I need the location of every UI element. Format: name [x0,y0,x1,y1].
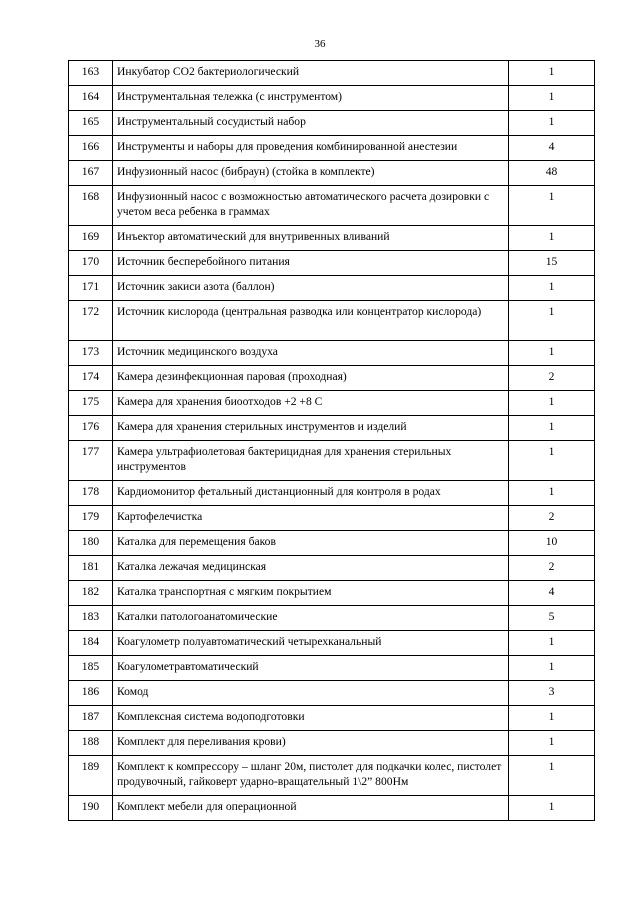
table-row [69,391,595,416]
item-name: Каталки патологоанатомические [113,606,509,631]
item-name: Камера для хранения биоотходов +2 +8 С [113,391,509,416]
row-number: 169 [69,226,113,251]
item-quantity: 1 [509,656,595,681]
item-name: Камера для хранения стерильных инструментов и изделий [113,416,509,441]
table-row [69,251,595,276]
item-quantity: 1 [509,796,595,821]
row-number: 164 [69,86,113,111]
table-row [69,226,595,251]
item-quantity: 48 [509,161,595,186]
row-number: 186 [69,681,113,706]
item-name: Инъектор автоматический для внутривенных вливаний [113,226,509,251]
item-quantity: 1 [509,756,595,796]
table-row [69,301,595,341]
item-quantity: 1 [509,481,595,506]
item-quantity: 4 [509,136,595,161]
table-row [69,341,595,366]
table-row [69,111,595,136]
item-name: Камера дезинфекционная паровая (проходная) [113,366,509,391]
item-name: Источник бесперебойного питания [113,251,509,276]
item-quantity: 1 [509,341,595,366]
row-number: 184 [69,631,113,656]
row-number: 182 [69,581,113,606]
table-row [69,276,595,301]
row-number: 163 [69,61,113,86]
table-row [69,531,595,556]
item-quantity: 3 [509,681,595,706]
item-quantity: 1 [509,86,595,111]
item-quantity: 1 [509,416,595,441]
item-quantity: 1 [509,731,595,756]
item-quantity: 1 [509,631,595,656]
item-quantity: 2 [509,366,595,391]
equipment-table-body [69,61,595,821]
table-row [69,61,595,86]
item-quantity: 10 [509,531,595,556]
item-name: Комплект мебели для операционной [113,796,509,821]
item-name: Каталка для перемещения баков [113,531,509,556]
item-name: Картофелечистка [113,506,509,531]
item-name: Каталка лежачая медицинская [113,556,509,581]
row-number: 171 [69,276,113,301]
row-number: 190 [69,796,113,821]
item-name: Инструментальный сосудистый набор [113,111,509,136]
item-name: Комплект для переливания крови) [113,731,509,756]
row-number: 173 [69,341,113,366]
row-number: 183 [69,606,113,631]
item-quantity: 1 [509,226,595,251]
table-row [69,796,595,821]
item-name: Инструменты и наборы для проведения комбинированной анестезии [113,136,509,161]
item-name: Каталка транспортная с мягким покрытием [113,581,509,606]
row-number: 166 [69,136,113,161]
item-name: Комод [113,681,509,706]
item-quantity: 1 [509,441,595,481]
table-row [69,606,595,631]
row-number: 165 [69,111,113,136]
row-number: 174 [69,366,113,391]
item-name: Источник кислорода (центральная разводка или концентратор кислорода) [113,301,509,341]
item-name: Коагулометравтоматический [113,656,509,681]
item-name: Источник закиси азота (баллон) [113,276,509,301]
item-name: Инструментальная тележка (с инструментом) [113,86,509,111]
table-row [69,681,595,706]
item-name: Комплексная система водоподготовки [113,706,509,731]
item-name: Комплект к компрессору – шланг 20м, пистолет для подкачки колес, пистолет продувочный, гайковерт ударно-вращательный 1\2” 800Нм [113,756,509,796]
item-quantity: 1 [509,706,595,731]
item-name: Инкубатор СО2 бактериологический [113,61,509,86]
table-row [69,186,595,226]
page-number: 36 [314,38,326,50]
item-name: Инфузионный насос (бибраун) (стойка в комплекте) [113,161,509,186]
table-row [69,481,595,506]
item-quantity: 1 [509,391,595,416]
table-row [69,416,595,441]
row-number: 177 [69,441,113,481]
row-number: 180 [69,531,113,556]
row-number: 185 [69,656,113,681]
table-row [69,631,595,656]
item-quantity: 1 [509,276,595,301]
item-quantity: 5 [509,606,595,631]
table-row [69,756,595,796]
item-quantity: 2 [509,556,595,581]
item-quantity: 1 [509,186,595,226]
table-row [69,161,595,186]
item-name: Инфузионный насос с возможностью автоматического расчета дозировки с учетом веса ребенка в граммах [113,186,509,226]
row-number: 189 [69,756,113,796]
item-quantity: 4 [509,581,595,606]
item-name: Кардиомонитор фетальный дистанционный для контроля в родах [113,481,509,506]
row-number: 179 [69,506,113,531]
item-quantity: 1 [509,61,595,86]
item-name: Камера ультрафиолетовая бактерицидная для хранения стерильных инструментов [113,441,509,481]
row-number: 172 [69,301,113,341]
equipment-table [68,60,595,821]
row-number: 170 [69,251,113,276]
table-row [69,731,595,756]
row-number: 188 [69,731,113,756]
row-number: 187 [69,706,113,731]
row-number: 178 [69,481,113,506]
table-row [69,581,595,606]
item-quantity: 1 [509,301,595,341]
table-row [69,86,595,111]
row-number: 176 [69,416,113,441]
item-name: Коагулометр полуавтоматический четырехканальный [113,631,509,656]
table-row [69,441,595,481]
row-number: 167 [69,161,113,186]
table-row [69,706,595,731]
row-number: 181 [69,556,113,581]
table-row [69,366,595,391]
table-row [69,656,595,681]
table-row [69,556,595,581]
item-quantity: 15 [509,251,595,276]
row-number: 175 [69,391,113,416]
table-row [69,136,595,161]
item-quantity: 1 [509,111,595,136]
table-row [69,506,595,531]
item-name: Источник медицинского воздуха [113,341,509,366]
item-quantity: 2 [509,506,595,531]
row-number: 168 [69,186,113,226]
